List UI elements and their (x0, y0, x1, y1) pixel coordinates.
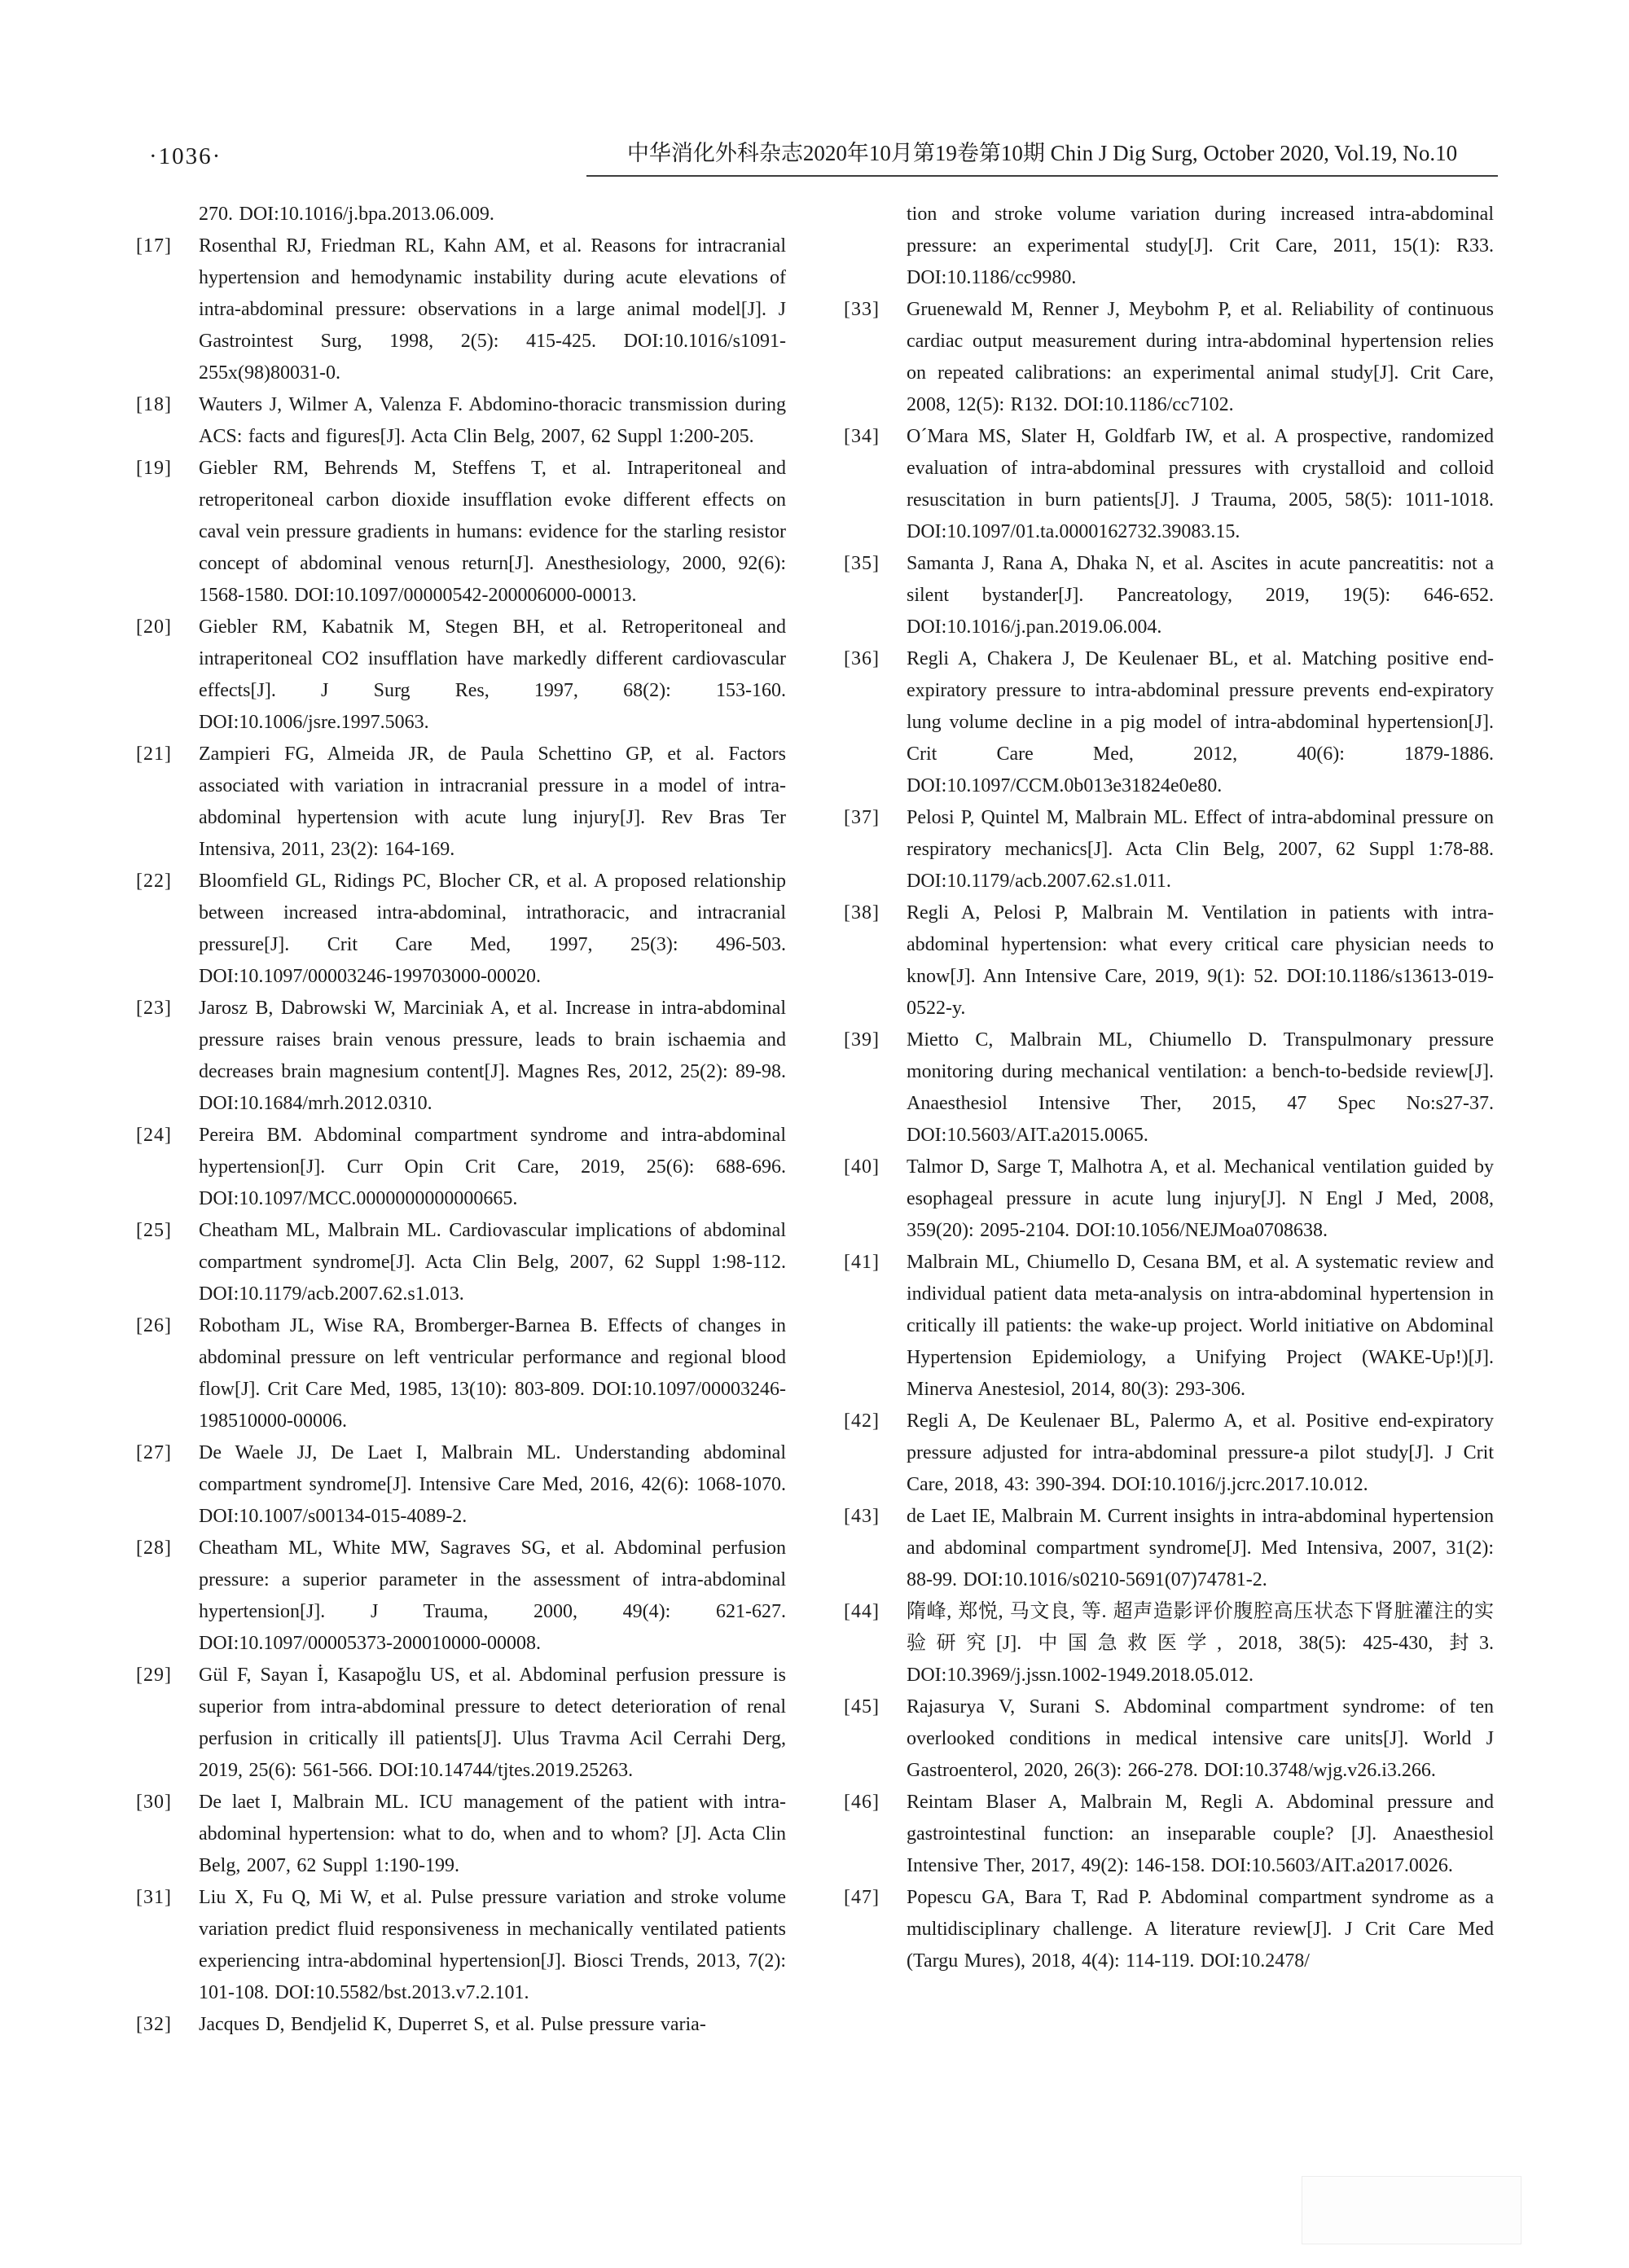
reference-number: [27] (136, 1442, 172, 1463)
journal-header-text: 中华消化外科杂志2020年10月第19卷第10期 Chin J Dig Surg, October 2020, Vol.19, No.10 (626, 141, 1458, 165)
reference-text: Regli A, Chakera J, De Keulenaer BL, et al. Matching positive end-expiratory pressure to intra-abdominal pressure prevents end-expiratory lung volume decline in a pig model of intra-abdominal hypertension[J]. Crit Care Med, 2012, 40(6): 1879-1886. DOI:10.1097/CCM.0b013e31824e0e80. (907, 648, 1494, 796)
reference-entry (844, 421, 1494, 548)
reference-number: [41] (844, 1252, 880, 1273)
reference-number: [18] (136, 394, 172, 415)
reference-number: [44] (844, 1601, 880, 1622)
reference-number: [31] (136, 1887, 172, 1908)
references-column-left (136, 199, 786, 2041)
reference-number: [36] (844, 648, 880, 669)
reference-entry (844, 643, 1494, 802)
reference-number: [17] (136, 235, 172, 257)
reference-text: Reintam Blaser A, Malbrain M, Regli A. Abdominal pressure and gastrointestinal function: an inseparable couple? [J]. Anaesthesiol Intensive Ther, 2017, 49(2): 146-158. DOI:10.5603/AIT.a2017.0026. (907, 1792, 1494, 1876)
reference-number: [46] (844, 1792, 880, 1813)
reference-entry (844, 1406, 1494, 1501)
reference-number: [45] (844, 1696, 880, 1717)
reference-number: [23] (136, 998, 172, 1019)
reference-entry (136, 866, 786, 993)
reference-entry (844, 1882, 1494, 1977)
reference-entry (844, 548, 1494, 643)
reference-number: [33] (844, 299, 880, 320)
reference-text: Gül F, Sayan İ, Kasapoğlu US, et al. Abdominal perfusion pressure is superior from intra-abdominal pressure to detect deterioration of renal perfusion in critically ill patients[J]. Ulus Travma Acil Cerrahi Derg, 2019, 25(6): 561-566. DOI:10.14744/tjtes.2019.25263. (199, 1665, 786, 1781)
reference-text: Popescu GA, Bara T, Rad P. Abdominal compartment syndrome as a multidisciplinary challenge. A literature review[J]. J Crit Care Med (Targu Mures), 2018, 4(4): 114-119. DOI:10.2478/ (907, 1887, 1494, 1972)
reference-text: De Waele JJ, De Laet I, Malbrain ML. Understanding abdominal compartment syndrome[J]. Intensive Care Med, 2016, 42(6): 1068-1070. DOI:10.1007/s00134-015-4089-2. (199, 1442, 786, 1527)
reference-number: [22] (136, 871, 172, 892)
reference-number: [38] (844, 902, 880, 923)
reference-text: Robotham JL, Wise RA, Bromberger-Barnea B. Effects of changes in abdominal pressure on left ventricular performance and regional blood flow[J]. Crit Care Med, 1985, 13(10): 803-809. DOI:10.1097/00003246-198510000-00006. (199, 1315, 786, 1432)
reference-text: Samanta J, Rana A, Dhaka N, et al. Ascites in acute pancreatitis: not a silent bystander[J]. Pancreatology, 2019, 19(5): 646-652. DOI:10.1016/j.pan.2019.06.004. (907, 553, 1494, 638)
reference-entry (844, 1152, 1494, 1247)
reference-text: Pereira BM. Abdominal compartment syndrome and intra-abdominal hypertension[J]. Curr Opin Crit Care, 2019, 25(6): 688-696. DOI:10.1097/MCC.0000000000000665. (199, 1125, 786, 1209)
reference-number: [28] (136, 1538, 172, 1559)
scan-artifact-box (1302, 2176, 1521, 2244)
reference-text: Wauters J, Wilmer A, Valenza F. Abdomino-thoracic transmission during ACS: facts and figures[J]. Acta Clin Belg, 2007, 62 Suppl 1:200-205. (199, 394, 786, 447)
reference-text: 隋峰, 郑悦, 马文良, 等. 超声造影评价腹腔高压状态下肾脏灌注的实验研究[J]. 中国急救医学, 2018, 38(5): 425-430, 封3. DOI:10.3969/j.jssn.1002-1949.2018.05.012. (907, 1601, 1494, 1686)
reference-number: [24] (136, 1125, 172, 1146)
reference-entry (136, 2009, 786, 2041)
reference-entry (844, 199, 1494, 294)
reference-number: [37] (844, 807, 880, 828)
reference-entry (844, 1247, 1494, 1406)
reference-number: [19] (136, 458, 172, 479)
reference-entry (844, 802, 1494, 897)
reference-text: Jacques D, Bendjelid K, Duperret S, et al. Pulse pressure varia- (199, 2014, 706, 2035)
reference-number: [43] (844, 1506, 880, 1527)
reference-entry (136, 1787, 786, 1882)
reference-entry (844, 1596, 1494, 1691)
reference-text: Mietto C, Malbrain ML, Chiumello D. Transpulmonary pressure monitoring during mechanical ventilation: a bench-to-bedside review[J]. Anaesthesiol Intensive Ther, 2015, 47 Spec No:s27-37. DOI:10.5603/AIT.a2015.0065. (907, 1029, 1494, 1146)
reference-text: Giebler RM, Behrends M, Steffens T, et al. Intraperitoneal and retroperitoneal carbon dioxide insufflation evoke different effects on caval vein pressure gradients in humans: evidence for the starling resistor concept of abdominal venous return[J]. Anesthesiology, 2000, 92(6): 1568-1580. DOI:10.1097/00000542-200006000-00013. (199, 458, 786, 606)
reference-text: Talmor D, Sarge T, Malhotra A, et al. Mechanical ventilation guided by esophageal pressure in acute lung injury[J]. N Engl J Med, 2008, 359(20): 2095-2104. DOI:10.1056/NEJMoa0708638. (907, 1156, 1494, 1241)
reference-number: [26] (136, 1315, 172, 1336)
reference-number: [21] (136, 744, 172, 765)
reference-entry (844, 1691, 1494, 1787)
reference-text: de Laet IE, Malbrain M. Current insights in intra-abdominal hypertension and abdominal compartment syndrome[J]. Med Intensiva, 2007, 31(2): 88-99. DOI:10.1016/s0210-5691(07)74781-2. (907, 1506, 1494, 1590)
reference-number: [35] (844, 553, 880, 574)
reference-text: Zampieri FG, Almeida JR, de Paula Schettino GP, et al. Factors associated with variation in intracranial pressure in a model of intra-abdominal hypertension with acute lung injury[J]. Rev Bras Ter Intensiva, 2011, 23(2): 164-169. (199, 744, 786, 860)
reference-entry (136, 1882, 786, 2009)
reference-entry (136, 199, 786, 230)
reference-entry (136, 1533, 786, 1660)
reference-text: De laet I, Malbrain ML. ICU management of the patient with intra-abdominal hypertension: what to do, when and to whom? [J]. Acta Clin Belg, 2007, 62 Suppl 1:190-199. (199, 1792, 786, 1876)
reference-number: [29] (136, 1665, 172, 1686)
reference-entry (136, 1660, 786, 1787)
reference-text: Rajasurya V, Surani S. Abdominal compartment syndrome: of ten overlooked conditions in medical intensive care units[J]. World J Gastroenterol, 2020, 26(3): 266-278. DOI:10.3748/wjg.v26.i3.266. (907, 1696, 1494, 1781)
reference-number: [47] (844, 1887, 880, 1908)
reference-entry (844, 1501, 1494, 1596)
reference-text: Gruenewald M, Renner J, Meybohm P, et al. Reliability of continuous cardiac output measurement during intra-abdominal hypertension relies on repeated calibrations: an experimental animal study[J]. Crit Care, 2008, 12(5): R132. DOI:10.1186/cc7102. (907, 299, 1494, 415)
reference-text: Jarosz B, Dabrowski W, Marciniak A, et al. Increase in intra-abdominal pressure raises brain venous pressure, leads to brain ischaemia and decreases brain magnesium content[J]. Magnes Res, 2012, 25(2): 89-98. DOI:10.1684/mrh.2012.0310. (199, 998, 786, 1114)
reference-entry (136, 230, 786, 389)
reference-text: Pelosi P, Quintel M, Malbrain ML. Effect of intra-abdominal pressure on respiratory mechanics[J]. Acta Clin Belg, 2007, 62 Suppl 1:78-88. DOI:10.1179/acb.2007.62.s1.011. (907, 807, 1494, 892)
reference-entry (136, 389, 786, 453)
reference-number: [40] (844, 1156, 880, 1178)
journal-header (586, 138, 1498, 177)
reference-entry (136, 1215, 786, 1310)
reference-entry (844, 1024, 1494, 1152)
reference-number: [34] (844, 426, 880, 447)
reference-number: [42] (844, 1410, 880, 1432)
reference-entry (136, 1437, 786, 1533)
reference-entry (844, 1787, 1494, 1882)
reference-entry (844, 897, 1494, 1024)
reference-entry (844, 294, 1494, 421)
reference-text: Giebler RM, Kabatnik M, Stegen BH, et al. Retroperitoneal and intraperitoneal CO2 insufflation have markedly different cardiovascular effects[J]. J Surg Res, 1997, 68(2): 153-160. DOI:10.1006/jsre.1997.5063. (199, 616, 786, 733)
reference-number: [32] (136, 2014, 172, 2035)
reference-text: Rosenthal RJ, Friedman RL, Kahn AM, et al. Reasons for intracranial hypertension and hemodynamic instability during acute elevations of intra-abdominal pressure: observations in a large animal model[J]. J Gastrointest Surg, 1998, 2(5): 415-425. DOI:10.1016/s1091-255x(98)80031-0. (199, 235, 786, 384)
reference-text: Liu X, Fu Q, Mi W, et al. Pulse pressure variation and stroke volume variation predict fluid responsiveness in mechanically ventilated patients experiencing intra-abdominal hypertension[J]. Biosci Trends, 2013, 7(2): 101-108. DOI:10.5582/bst.2013.v7.2.101. (199, 1887, 786, 2003)
page-number: ·1036· (149, 143, 222, 169)
reference-number: [25] (136, 1220, 172, 1241)
reference-text: Bloomfield GL, Ridings PC, Blocher CR, et al. A proposed relationship between increased intra-abdominal, intrathoracic, and intracranial pressure[J]. Crit Care Med, 1997, 25(3): 496-503. DOI:10.1097/00003246-199703000-00020. (199, 871, 786, 987)
reference-number: [39] (844, 1029, 880, 1051)
reference-entry (136, 453, 786, 612)
reference-text: 270. DOI:10.1016/j.bpa.2013.06.009. (199, 204, 494, 225)
reference-entry (136, 1310, 786, 1437)
reference-entry (136, 739, 786, 866)
reference-number: [30] (136, 1792, 172, 1813)
reference-text: Regli A, De Keulenaer BL, Palermo A, et al. Positive end-expiratory pressure adjusted for intra-abdominal pressure-a pilot study[J]. J Crit Care, 2018, 43: 390-394. DOI:10.1016/j.jcrc.2017.10.012. (907, 1410, 1494, 1495)
reference-text: O´Mara MS, Slater H, Goldfarb IW, et al. A prospective, randomized evaluation of intra-abdominal pressures with crystalloid and colloid resuscitation in burn patients[J]. J Trauma, 2005, 58(5): 1011-1018. DOI:10.1097/01.ta.0000162732.39083.15. (907, 426, 1494, 542)
reference-entry (136, 1120, 786, 1215)
reference-number: [20] (136, 616, 172, 638)
reference-entry (136, 993, 786, 1120)
reference-text: Regli A, Pelosi P, Malbrain M. Ventilation in patients with intra-abdominal hypertension: what every critical care physician needs to know[J]. Ann Intensive Care, 2019, 9(1): 52. DOI:10.1186/s13613-019-0522-y. (907, 902, 1494, 1019)
reference-text: tion and stroke volume variation during increased intra-abdominal pressure: an experimental study[J]. Crit Care, 2011, 15(1): R33. DOI:10.1186/cc9980. (907, 204, 1494, 288)
reference-entry (136, 612, 786, 739)
reference-text: Malbrain ML, Chiumello D, Cesana BM, et al. A systematic review and individual patient data meta-analysis on intra-abdominal hypertension in critically ill patients: the wake-up project. World initiative on Abdominal Hypertension Epidemiology, a Unifying Project (WAKE-Up!)[J]. Minerva Anestesiol, 2014, 80(3): 293-306. (907, 1252, 1494, 1400)
reference-text: Cheatham ML, White MW, Sagraves SG, et al. Abdominal perfusion pressure: a superior parameter in the assessment of intra-abdominal hypertension[J]. J Trauma, 2000, 49(4): 621-627. DOI:10.1097/00005373-200010000-00008. (199, 1538, 786, 1654)
reference-text: Cheatham ML, Malbrain ML. Cardiovascular implications of abdominal compartment syndrome[J]. Acta Clin Belg, 2007, 62 Suppl 1:98-112. DOI:10.1179/acb.2007.62.s1.013. (199, 1220, 786, 1305)
references-column-right (844, 199, 1494, 1977)
